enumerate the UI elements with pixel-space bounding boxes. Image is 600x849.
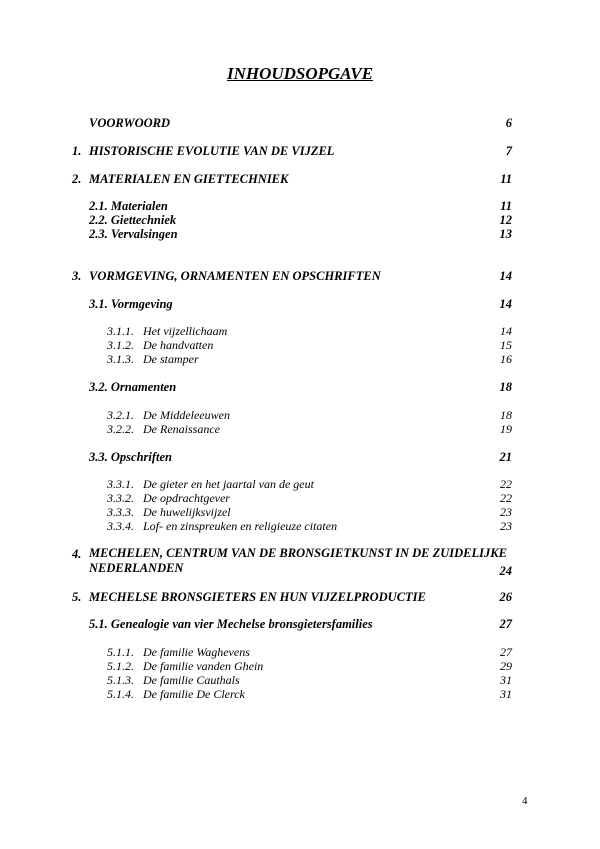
toc-entry-text: De stamper — [143, 352, 199, 366]
toc-entry-page: 18 — [500, 408, 512, 422]
toc-entry-page: 16 — [500, 352, 512, 366]
toc-entry-text: 2.1. Materialen — [89, 199, 168, 213]
toc-entry-text: Lof- en zinspreuken en religieuze citaten — [143, 519, 338, 533]
toc-chapter-3[interactable] — [72, 268, 512, 284]
toc-subsection-number: 5.1.2. — [107, 659, 134, 673]
toc-subsection-number: 3.3.4. — [107, 519, 134, 533]
toc-subsection-number: 3.3.3. — [107, 505, 134, 519]
toc-entry-text: Het vijzellichaam — [143, 324, 228, 338]
toc-entry-text: De opdrachtgever — [143, 491, 230, 505]
toc-subsection-3-1-3[interactable] — [107, 351, 512, 367]
toc-entry-voorwoord[interactable] — [89, 115, 512, 131]
toc-entry-page: 14 — [499, 269, 512, 283]
toc-entry-text: VORMGEVING, ORNAMENTEN EN OPSCHRIFTEN — [89, 269, 381, 283]
toc-entry-page: 31 — [500, 687, 512, 701]
toc-entry-text: MECHELEN, CENTRUM VAN DE BRONSGIETKUNST IN DE ZUIDELIJKE NEDERLANDEN — [89, 546, 507, 575]
toc-entry-page: 11 — [500, 199, 512, 213]
toc-entry-text: HISTORISCHE EVOLUTIE VAN DE VIJZEL — [89, 144, 335, 158]
toc-entry-page: 31 — [500, 673, 512, 687]
toc-chapter-5[interactable] — [72, 589, 512, 605]
toc-subsection-number: 3.1.2. — [107, 338, 134, 352]
toc-entry-text: De gieter en het jaartal van de geut — [143, 477, 314, 491]
toc-section-3-2[interactable] — [89, 379, 512, 395]
toc-subsection-5-1-4[interactable] — [107, 686, 512, 702]
page-number: 4 — [522, 795, 528, 807]
toc-entry-page: 14 — [500, 324, 512, 338]
toc-entry-page: 6 — [505, 116, 512, 130]
toc-entry-text: De familie Cauthals — [143, 673, 240, 687]
toc-section-5-1[interactable] — [89, 616, 512, 632]
toc-subsection-number: 3.1.3. — [107, 352, 134, 366]
toc-entry-text: VOORWOORD — [89, 116, 171, 130]
toc-entry-text: De Renaissance — [143, 422, 220, 436]
toc-entry-text: De Middeleeuwen — [143, 408, 230, 422]
toc-entry-text: De familie De Clerck — [143, 687, 245, 701]
toc-chapter-number: 2. — [72, 172, 82, 186]
toc-entry-page: 21 — [499, 450, 512, 464]
toc-subsection-number: 5.1.4. — [107, 687, 134, 701]
toc-entry-text: De familie Waghevens — [143, 645, 250, 659]
toc-entry-page: 24 — [499, 564, 512, 578]
toc-entry-page: 18 — [499, 380, 512, 394]
toc-entry-page: 23 — [500, 505, 512, 519]
toc-entry-page: 27 — [500, 645, 512, 659]
toc-entry-page: 26 — [499, 590, 512, 604]
toc-entry-text: MECHELSE BRONSGIETERS EN HUN VIJZELPRODUCTIE — [89, 590, 426, 604]
toc-entry-text: MATERIALEN EN GIETTECHNIEK — [89, 172, 289, 186]
toc-entry-text: De familie vanden Ghein — [143, 659, 264, 673]
toc-chapter-number: 3. — [72, 269, 82, 283]
toc-entry-page: 11 — [500, 172, 512, 186]
toc-entry-page: 19 — [500, 422, 512, 436]
toc-subsection-number: 3.2.2. — [107, 422, 134, 436]
toc-entry-page: 29 — [500, 659, 512, 673]
toc-section-3-3[interactable] — [89, 449, 512, 465]
toc-chapter-2[interactable] — [72, 171, 512, 187]
toc-section-3-1[interactable] — [89, 296, 512, 312]
toc-subsection-3-3-4[interactable] — [107, 518, 512, 534]
toc-chapter-number: 1. — [72, 144, 82, 158]
toc-subsection-number: 3.2.1. — [107, 408, 134, 422]
toc-chapter-1[interactable] — [72, 143, 512, 159]
toc-chapter-4[interactable] — [72, 546, 512, 578]
toc-entry-text: De handvatten — [143, 338, 214, 352]
toc-entry-text: De huwelijksvijzel — [143, 505, 231, 519]
toc-entry-text: 3.2. Ornamenten — [89, 380, 177, 394]
toc-subsection-number: 3.3.2. — [107, 491, 134, 505]
toc-entry-text: 5.1. Genealogie van vier Mechelse bronsgietersfamilies — [89, 617, 373, 631]
toc-entry-page: 15 — [500, 338, 512, 352]
toc-entry-text: 3.1. Vormgeving — [89, 297, 173, 311]
toc-entry-page: 22 — [500, 477, 512, 491]
toc-entry-text: 2.3. Vervalsingen — [89, 227, 178, 241]
toc-entry-page: 27 — [499, 617, 512, 631]
toc-subsection-number: 3.3.1. — [107, 477, 134, 491]
toc-entry-page: 14 — [499, 297, 512, 311]
toc-subsection-number: 5.1.3. — [107, 673, 134, 687]
toc-subsection-3-2-2[interactable] — [107, 421, 512, 437]
toc-entry-page: 23 — [500, 519, 512, 533]
toc-entry-page: 12 — [499, 213, 512, 227]
toc-entry-text: 2.2. Giettechniek — [89, 213, 177, 227]
toc-entry-text: 3.3. Opschriften — [89, 450, 172, 464]
toc-entry-page: 13 — [499, 227, 512, 241]
toc-chapter-number: 5. — [72, 590, 82, 604]
toc-entry-page: 7 — [505, 144, 512, 158]
toc-subsection-number: 3.1.1. — [107, 324, 134, 338]
page-title: INHOUDSOPGAVE — [226, 64, 374, 83]
toc-subsection-number: 5.1.1. — [107, 645, 134, 659]
toc-section-2-3[interactable] — [89, 226, 512, 242]
toc-entry-page: 22 — [500, 491, 512, 505]
toc-chapter-number: 4. — [72, 547, 82, 561]
